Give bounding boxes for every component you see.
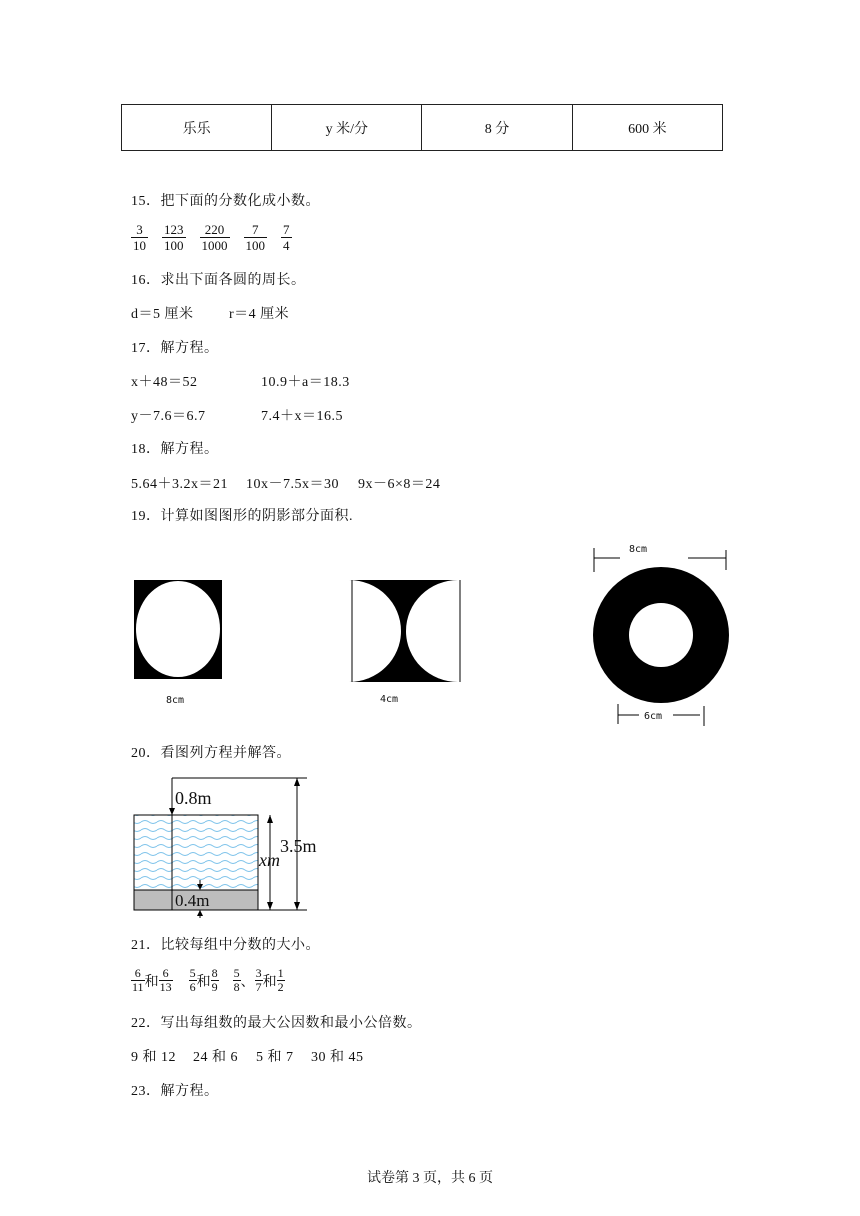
- equation: 10.9＋a＝18.3: [261, 375, 350, 390]
- ring-inner-label: 6cm: [644, 711, 663, 722]
- table-cell: y 米/分: [272, 105, 422, 151]
- number-pair: 30 和 45: [311, 1050, 364, 1065]
- fraction: 6 11: [132, 966, 144, 994]
- q20-title: 20．看图列方程并解答。: [131, 746, 291, 761]
- number-pair: 24 和 6: [193, 1050, 238, 1065]
- fraction: $\frac{7}{100}$: [245, 222, 265, 253]
- connector-text: 和: [144, 974, 159, 990]
- connector-text: 和: [196, 974, 211, 990]
- fraction: $\frac{220}{1000}$: [201, 222, 228, 253]
- figure-ring: [593, 544, 729, 726]
- connector-text: 、: [240, 974, 255, 990]
- fraction: 3 7: [255, 966, 262, 994]
- figure1-label: 8cm: [166, 695, 185, 706]
- number-pair: 5 和 7: [256, 1050, 294, 1065]
- fraction: $\frac{3}{10}$: [133, 222, 146, 253]
- q16-item: d＝5 厘米: [131, 307, 194, 322]
- fraction: 6 13: [159, 966, 172, 994]
- q16-item: r＝4 厘米: [229, 307, 290, 322]
- q15-fractions: [131, 222, 292, 253]
- label-bottom: 0.4m: [175, 891, 210, 910]
- q15-title: 15．把下面的分数化成小数。: [131, 194, 320, 209]
- figure-two-semicircles: [349, 580, 460, 705]
- fraction: $\frac{7}{4}$: [283, 222, 290, 253]
- fraction: 1 2: [277, 966, 284, 994]
- q21-title: 21．比较每组中分数的大小。: [131, 938, 320, 953]
- q20-container-diagram: [125, 770, 335, 920]
- speed-table: [121, 104, 723, 151]
- page-footer: 试卷第 3 页，共 6 页: [367, 1171, 493, 1186]
- q22-title: 22．写出每组数的最大公因数和最小公倍数。: [131, 1016, 422, 1031]
- equation: 7.4＋x＝16.5: [261, 409, 343, 424]
- table-cell: 8 分: [422, 105, 572, 151]
- fraction: 5 6: [189, 966, 196, 994]
- figure-square-circle: [134, 580, 222, 706]
- fraction: 5 8: [233, 966, 240, 994]
- q18-title: 18．解方程。: [131, 442, 219, 457]
- equation: 9x－6×8＝24: [358, 477, 441, 492]
- connector-text: 和: [262, 974, 277, 990]
- equation: 5.64＋3.2x＝21: [131, 477, 228, 492]
- q17-title: 17．解方程。: [131, 341, 219, 356]
- equation: 10x－7.5x＝30: [246, 477, 339, 492]
- table-cell: 乐乐: [122, 105, 272, 151]
- q19-title: 19．计算如图图形的阴影部分面积.: [131, 509, 353, 524]
- table-row: [122, 105, 723, 151]
- label-x: xm: [259, 850, 280, 870]
- q23-title: 23．解方程。: [131, 1084, 219, 1099]
- fraction: $\frac{123}{100}$: [164, 222, 184, 253]
- q16-title: 16．求出下面各圆的周长。: [131, 273, 306, 288]
- figure2-label: 4cm: [380, 694, 399, 705]
- ring-outer-label: 8cm: [629, 544, 648, 555]
- number-pair: 9 和 12: [131, 1050, 176, 1065]
- table-cell: 600 米: [572, 105, 722, 151]
- label-total: 3.5m: [280, 836, 317, 856]
- q19-figures: [120, 540, 760, 740]
- q21-groups: [131, 967, 285, 994]
- fraction: 8 9: [211, 966, 218, 994]
- equation: y－7.6＝6.7: [131, 409, 206, 424]
- equation: x＋48＝52: [131, 375, 198, 390]
- label-top: 0.8m: [175, 788, 212, 808]
